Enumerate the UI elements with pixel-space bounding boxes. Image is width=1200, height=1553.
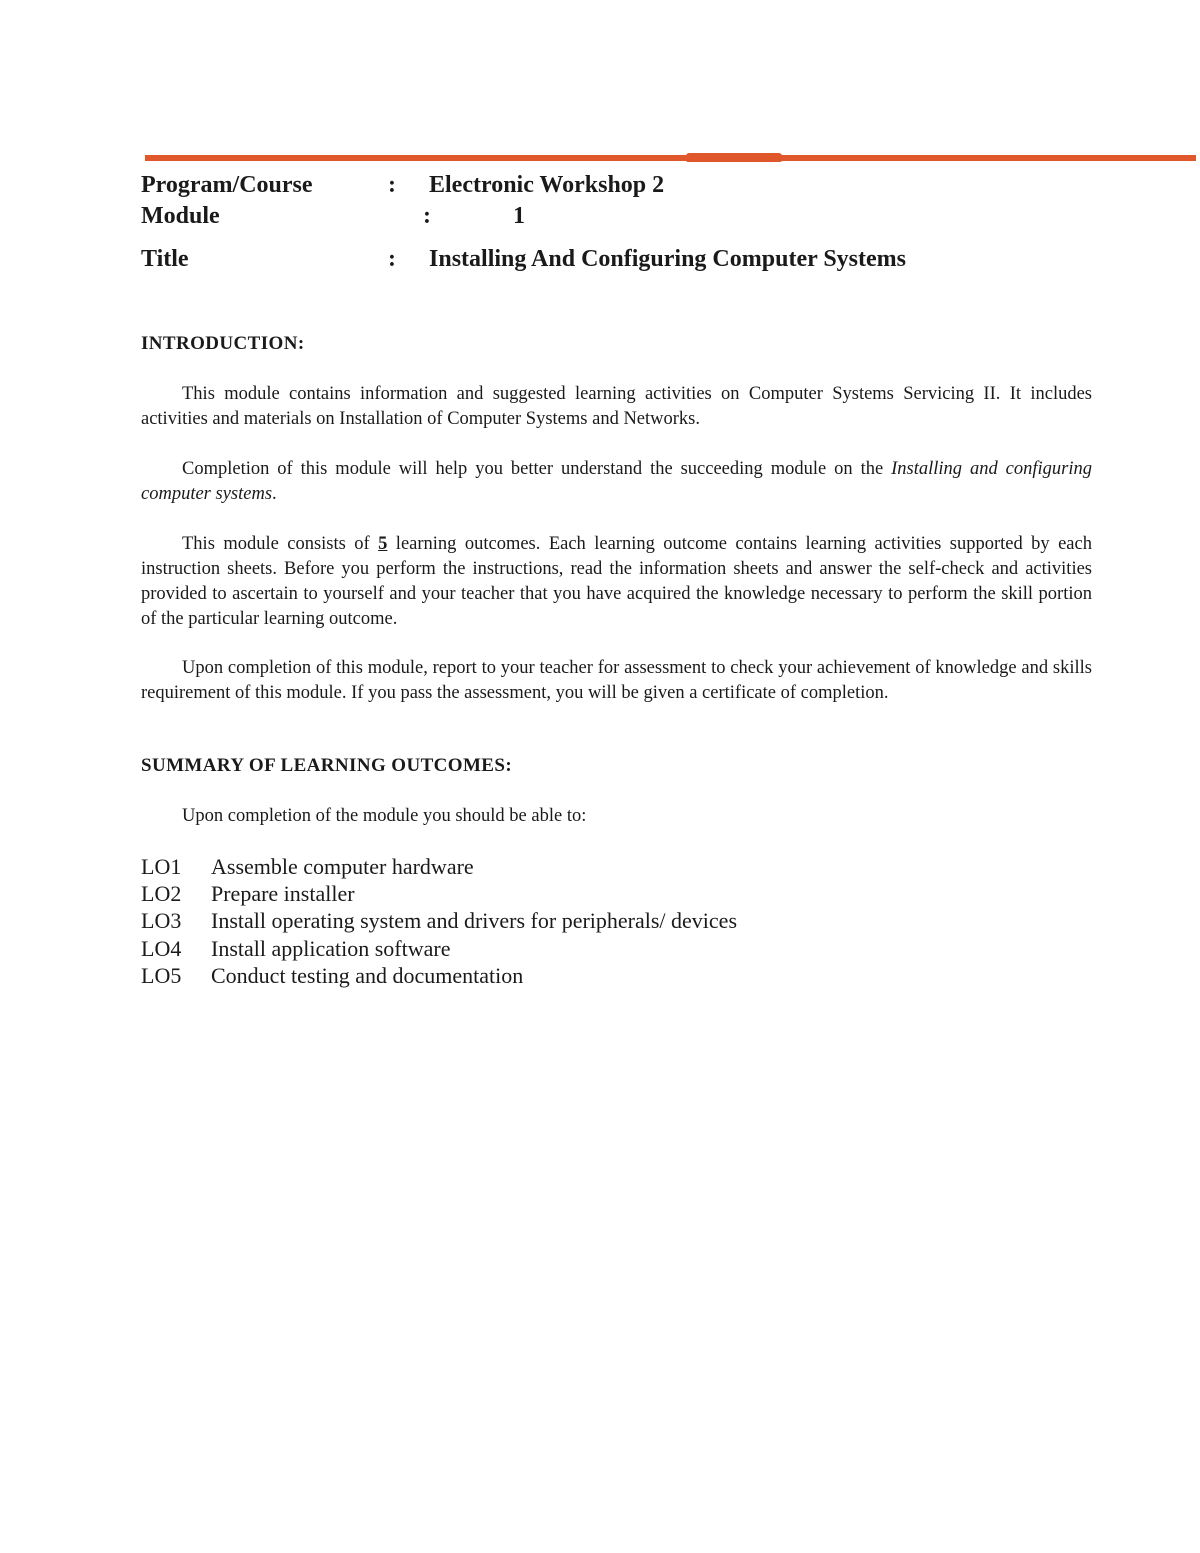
list-item [141,962,737,989]
intro-p3-text: This module consists of [182,534,379,554]
learning-outcome-count: 5 [378,534,388,554]
intro-p2-end: . [272,484,277,504]
program-label: Program/Course [141,172,313,198]
learning-outcomes-list [141,853,737,989]
intro-p2-text: Completion of this module will help you better understand the succeeding module on the [182,459,892,479]
list-item [141,907,737,934]
outcome-text: Assemble computer hardware [211,854,474,879]
outcome-code: LO2 [141,881,182,907]
summary-lead: Upon completion of the module you should be able to: [182,806,587,826]
intro-paragraph-1: This module contains information and suggested learning activities on Computer Systems Servicing II. It includes activities and materials on Installation of Computer Systems and Networks. [141,384,1092,429]
list-item [141,853,737,880]
intro-p2-italic: Installing and configuring computer systems [141,459,1092,504]
module-colon: : [423,203,431,229]
outcome-code: LO3 [141,908,182,934]
outcome-text: Prepare installer [211,881,355,907]
outcome-text: Install operating system and drivers for peripherals/ devices [211,908,738,934]
introduction-heading: INTRODUCTION: [141,333,305,354]
outcome-text: Install application software [211,935,451,961]
list-item [141,935,737,962]
outcome-text: Conduct testing and documentation [211,962,524,988]
title-colon: : [388,246,396,272]
outcome-code: LO5 [141,962,182,988]
outcome-code: LO4 [141,935,182,961]
outcome-code: LO1 [141,854,182,879]
program-colon: : [388,172,396,198]
summary-heading: SUMMARY OF LEARNING OUTCOMES: [141,755,513,776]
module-value: 1 [513,203,525,229]
program-value: Electronic Workshop 2 [429,172,665,198]
intro-p3-rest: learning outcomes. Each learning outcome contains learning activities supported by each instruction sheets. Before you perform the instructions, read the information sheets and answer the self-check and activities provided to ascertain to yourself and your teacher that you have acquired the knowledge necessary to perform the skill portion of the particular learning outcome. [141,534,1092,629]
header-rule-accent [686,153,782,162]
module-label: Module [141,203,220,229]
list-item [141,880,737,907]
intro-paragraph-3 [141,532,1092,632]
intro-paragraph-4: Upon completion of this module, report to your teacher for assessment to check your achievement of knowledge and skills requirement of this module. If you pass the assessment, you will be given a certificate of completion. [141,658,1092,703]
header-rule [145,155,1196,161]
intro-paragraph-2 [141,457,1092,507]
title-label: Title [141,246,189,272]
title-value: Installing And Configuring Computer Systems [429,246,906,272]
